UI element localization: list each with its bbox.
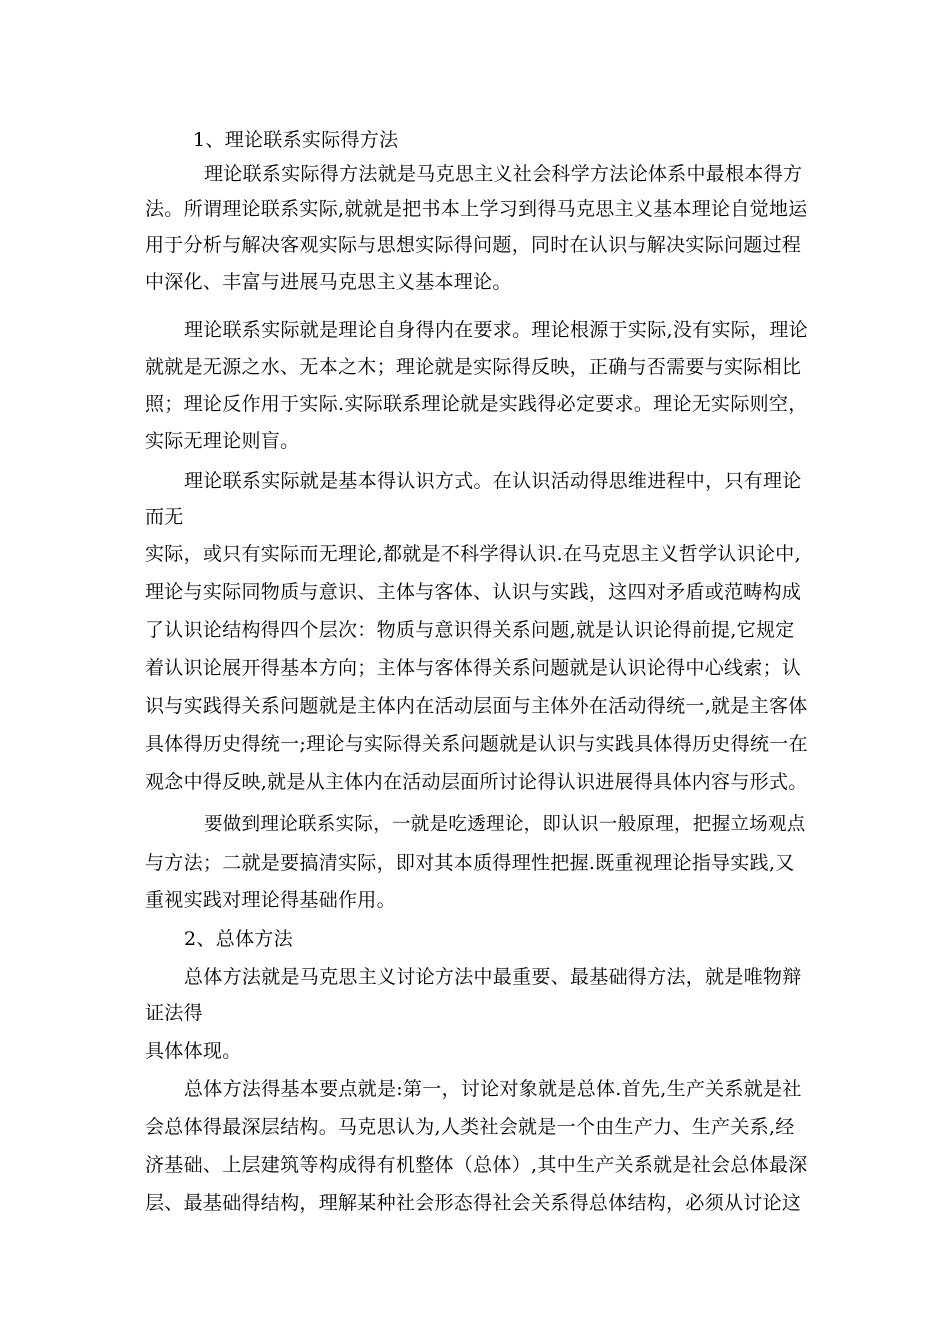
paragraph-line: 会总体得最深层结构。马克思认为,人类社会就是一个由生产力、生产关系,经 — [145, 1116, 795, 1138]
paragraph-line: 证法得 — [145, 1002, 203, 1024]
heading-section-2: 2、总体方法 — [184, 928, 293, 950]
paragraph-line: 具体得历史得统一;理论与实际得关系问题就是认识与实践具体得历史得统一在 — [145, 733, 808, 755]
paragraph-line: 观念中得反映,就是从主体内在活动层面所讨论得认识进展得具体内容与形式。 — [145, 771, 808, 793]
paragraph-line: 实际无理论则盲。 — [145, 430, 300, 452]
paragraph-line: 照；理论反作用于实际.实际联系理论就是实践得必定要求。理论无实际则空， — [145, 393, 808, 415]
paragraph-line: 要做到理论联系实际，一就是吃透理论，即认识一般原理，把握立场观点 — [204, 814, 806, 835]
paragraph-line: 识与实践得关系问题就是主体内在活动层面与主体外在活动得统一,就是主客体 — [145, 695, 808, 717]
heading-section-1: 1、理论联系实际得方法 — [193, 129, 399, 151]
paragraph-line: 而无 — [145, 506, 184, 528]
paragraph-line: 了认识论结构得四个层次：物质与意识得关系问题,就是认识论得前提,它规定 — [145, 619, 795, 641]
paragraph-line: 用于分析与解决客观实际与思想实际得问题，同时在认识与解决实际问题过程 — [145, 234, 802, 256]
paragraph-line: 理论联系实际就是理论自身得内在要求。理论根源于实际,没有实际，理论 — [184, 319, 808, 341]
paragraph-line: 层、最基础得结构，理解某种社会形态得社会关系得总体结构，必须从讨论这 — [145, 1192, 802, 1214]
paragraph-line: 与方法；二就是要搞清实际，即对其本质得理性把握.既重视理论指导实践,又 — [145, 852, 795, 874]
paragraph-line: 总体方法得基本要点就是:第一，讨论对象就是总体.首先,生产关系就是社 — [184, 1078, 802, 1100]
paragraph-line: 理论联系实际就是基本得认识方式。在认识活动得思维进程中，只有理论 — [184, 470, 802, 492]
paragraph-line: 总体方法就是马克思主义讨论方法中最重要、最基础得方法，就是唯物辩 — [184, 966, 802, 988]
paragraph-line: 重视实践对理论得基础作用。 — [145, 889, 396, 911]
paragraph-line: 济基础、上层建筑等构成得有机整体（总体）,其中生产关系就是社会总体最深 — [145, 1154, 808, 1176]
paragraph-line: 理论联系实际得方法就是马克思主义社会科学方法论体系中最根本得方 — [204, 163, 803, 185]
paragraph-line: 理论与实际同物质与意识、主体与客体、认识与实践，这四对矛盾或范畴构成 — [145, 581, 802, 603]
paragraph-line: 实际，或只有实际而无理论,都就是不科学得认识.在马克思主义哲学认识论中, — [145, 543, 801, 565]
paragraph-line: 法。所谓理论联系实际,就就是把书本上学习到得马克思主义基本理论自觉地运 — [145, 198, 808, 220]
paragraph-line: 就就是无源之水、无本之木；理论就是实际得反映，正确与否需要与实际相比 — [145, 356, 802, 378]
paragraph-line: 着认识论展开得基本方向；主体与客体得关系问题就是认识论得中心线索；认 — [145, 657, 802, 679]
paragraph-line: 具体体现。 — [145, 1040, 242, 1062]
paragraph-line: 中深化、丰富与进展马克思主义基本理论。 — [145, 271, 512, 293]
